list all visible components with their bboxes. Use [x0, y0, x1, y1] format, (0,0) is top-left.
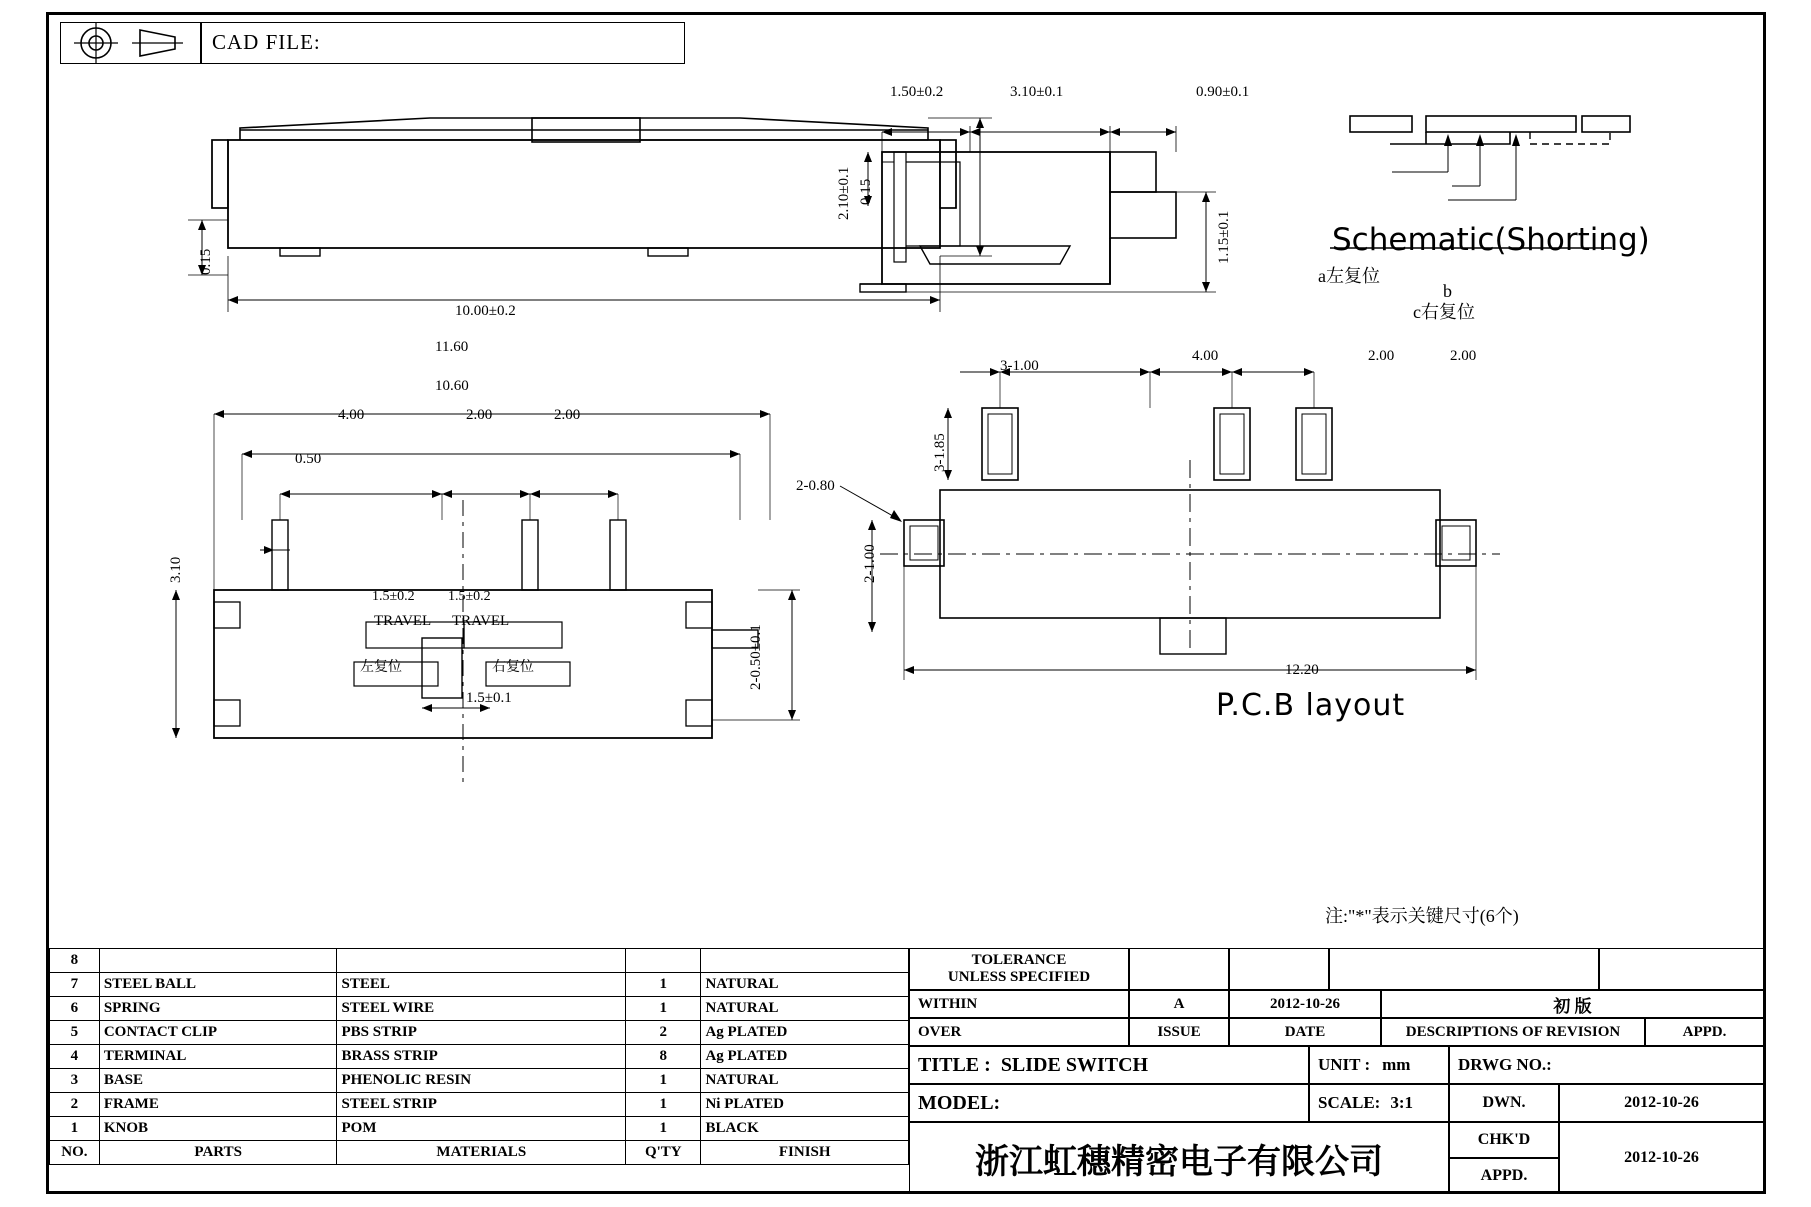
- row-no: 5: [50, 1021, 100, 1045]
- front-dim-height: 2.10±0.1: [836, 166, 852, 220]
- model-cell: [909, 1084, 1309, 1122]
- dwn-label: DWN.: [1482, 1094, 1526, 1111]
- issue-label: ISSUE: [1157, 1023, 1201, 1040]
- row-qty: [626, 949, 701, 973]
- appd-cell: [1449, 1158, 1559, 1194]
- rev-issue-value: [1129, 990, 1229, 1018]
- tolerance-blank-1: [1129, 948, 1229, 990]
- row-finish: Ag PLATED: [701, 1021, 909, 1045]
- row-part: FRAME: [99, 1093, 337, 1117]
- top-dim-right: 2-0.50±0.1: [748, 624, 764, 690]
- table-row: [50, 1093, 909, 1117]
- chkd-date: 2012-10-26: [1624, 1149, 1699, 1166]
- side-dim-a: 1.50±0.2: [890, 84, 944, 100]
- row-qty: 1: [626, 1069, 701, 1093]
- model-label: MODEL:: [918, 1091, 1001, 1114]
- dwn-date: 2012-10-26: [1624, 1094, 1699, 1111]
- rev-description-value: [1381, 990, 1764, 1018]
- company-cell: [909, 1122, 1449, 1194]
- front-dim-width: 10.00±0.2: [455, 303, 516, 319]
- header-qty: Q'TY: [626, 1141, 701, 1165]
- key-dimension-note: 注:"*"表示关键尺寸(6个): [1325, 906, 1519, 926]
- top-travel-right-dim: 1.5±0.2: [448, 589, 491, 604]
- row-part: [99, 949, 337, 973]
- schematic-title: Schematic(Shorting): [1332, 222, 1650, 258]
- unit-value: mm: [1382, 1055, 1411, 1074]
- tolerance-line2: UNLESS SPECIFIED: [947, 969, 1091, 985]
- row-no: 7: [50, 973, 100, 997]
- header-finish: FINISH: [701, 1141, 909, 1165]
- pcb-dim-2b: 2.00: [1450, 348, 1477, 364]
- scale-value: 3:1: [1390, 1093, 1414, 1112]
- title-value: SLIDE SWITCH: [1000, 1053, 1149, 1076]
- revision-header-label: DESCRIPTIONS OF REVISION: [1405, 1023, 1621, 1040]
- pcb-dim-4: 4.00: [1192, 348, 1219, 364]
- schematic-label-a: a左复位: [1318, 266, 1380, 286]
- row-no: 4: [50, 1045, 100, 1069]
- date-header: [1229, 1018, 1381, 1046]
- top-dim-overall: 11.60: [435, 339, 469, 355]
- row-material: STEEL STRIP: [337, 1093, 626, 1117]
- row-part: TERMINAL: [99, 1045, 337, 1069]
- company-name: 浙江虹穗精密电子有限公司: [975, 1143, 1383, 1181]
- row-material: STEEL WIRE: [337, 997, 626, 1021]
- row-part: KNOB: [99, 1117, 337, 1141]
- dwn-cell: [1449, 1084, 1559, 1122]
- tolerance-blank-3: [1329, 948, 1599, 990]
- schematic-drawing: [1330, 100, 1750, 310]
- appd-header-label: APPD.: [1682, 1023, 1727, 1040]
- top-dim-bottom: 1.5±0.1: [466, 690, 512, 706]
- pcb-dim-3-185: 3-1.85: [932, 433, 948, 472]
- top-dim-inner: 10.60: [435, 378, 469, 394]
- row-finish: BLACK: [701, 1117, 909, 1141]
- title-cell: [909, 1046, 1309, 1084]
- row-material: PHENOLIC RESIN: [337, 1069, 626, 1093]
- appd-label: APPD.: [1480, 1167, 1528, 1184]
- table-row: [50, 949, 909, 973]
- over-cell: [909, 1018, 1129, 1046]
- top-travel-left-label: TRAVEL: [374, 613, 432, 629]
- chkd-cell: [1449, 1122, 1559, 1158]
- top-reset-left: 左复位: [360, 660, 402, 675]
- row-qty: 1: [626, 973, 701, 997]
- pcb-title: P.C.B layout: [1216, 688, 1406, 723]
- dwn-date-cell: [1559, 1084, 1764, 1122]
- side-dim-c: 0.90±0.1: [1196, 84, 1250, 100]
- table-row: [50, 1069, 909, 1093]
- title-label: TITLE :: [918, 1053, 991, 1076]
- front-dim-left: 0.15: [198, 248, 214, 275]
- row-no: 1: [50, 1117, 100, 1141]
- row-no: 8: [50, 949, 100, 973]
- row-material: PBS STRIP: [337, 1021, 626, 1045]
- row-qty: 1: [626, 1117, 701, 1141]
- row-no: 6: [50, 997, 100, 1021]
- row-material: [337, 949, 626, 973]
- pcb-dim-2-080: 2-0.80: [796, 478, 835, 494]
- tolerance-header: [909, 948, 1129, 990]
- tolerance-blank-4: [1599, 948, 1764, 990]
- row-part: STEEL BALL: [99, 973, 337, 997]
- tolerance-blank-2: [1229, 948, 1329, 990]
- within-label: WITHIN: [918, 995, 978, 1012]
- top-dim-310: 3.10: [168, 556, 184, 583]
- drwg-no-label: DRWG NO.:: [1458, 1055, 1552, 1074]
- top-dim-050: 0.50: [295, 451, 322, 467]
- side-dim-topleft: 0.15: [858, 178, 874, 205]
- top-dim-4: 4.00: [338, 407, 365, 423]
- row-qty: 1: [626, 1093, 701, 1117]
- table-row: [50, 1021, 909, 1045]
- within-cell: [909, 990, 1129, 1018]
- schematic-label-c: c右复位: [1413, 302, 1475, 322]
- row-no: 2: [50, 1093, 100, 1117]
- chkd-date-cell: [1559, 1122, 1764, 1194]
- top-travel-left-dim: 1.5±0.2: [372, 589, 415, 604]
- row-part: BASE: [99, 1069, 337, 1093]
- appd-header: [1645, 1018, 1764, 1046]
- top-dim-2a: 2.00: [466, 407, 493, 423]
- pcb-dim-3-100: 3-1.00: [1000, 358, 1039, 374]
- side-dim-b: 3.10±0.1: [1010, 84, 1064, 100]
- header-materials: MATERIALS: [337, 1141, 626, 1165]
- table-row: [50, 1117, 909, 1141]
- pcb-dim-2a: 2.00: [1368, 348, 1395, 364]
- row-material: STEEL: [337, 973, 626, 997]
- row-qty: 8: [626, 1045, 701, 1069]
- rev-date-text: 2012-10-26: [1270, 995, 1340, 1012]
- parts-table: [49, 948, 909, 1165]
- row-finish: [701, 949, 909, 973]
- row-finish: Ni PLATED: [701, 1093, 909, 1117]
- scale-cell: [1309, 1084, 1449, 1122]
- scale-label: SCALE:: [1318, 1093, 1381, 1112]
- pcb-dim-1220: 12.20: [1285, 662, 1319, 678]
- over-label: OVER: [918, 1023, 962, 1040]
- issue-header: [1129, 1018, 1229, 1046]
- row-qty: 2: [626, 1021, 701, 1045]
- revision-header: [1381, 1018, 1645, 1046]
- date-label: DATE: [1284, 1023, 1326, 1040]
- rev-issue-text: A: [1173, 995, 1185, 1012]
- pcb-dim-2-100: 2-1.00: [862, 544, 878, 583]
- schematic-label-b: b: [1443, 281, 1452, 301]
- table-row: [50, 997, 909, 1021]
- side-dim-right: 1.15±0.1: [1216, 210, 1232, 264]
- rev-desc-text: 初 版: [1553, 996, 1592, 1016]
- top-dim-2b: 2.00: [554, 407, 581, 423]
- table-header-row: [50, 1141, 909, 1165]
- row-finish: NATURAL: [701, 973, 909, 997]
- row-material: BRASS STRIP: [337, 1045, 626, 1069]
- row-no: 3: [50, 1069, 100, 1093]
- cad-file-label: CAD FILE:: [212, 30, 321, 54]
- row-qty: 1: [626, 997, 701, 1021]
- drwg-no-cell: [1449, 1046, 1764, 1084]
- row-material: POM: [337, 1117, 626, 1141]
- row-part: SPRING: [99, 997, 337, 1021]
- row-finish: NATURAL: [701, 1069, 909, 1093]
- table-row: [50, 973, 909, 997]
- unit-cell: [1309, 1046, 1449, 1084]
- table-row: [50, 1045, 909, 1069]
- row-finish: NATURAL: [701, 997, 909, 1021]
- top-reset-right: 右复位: [492, 660, 534, 675]
- row-part: CONTACT CLIP: [99, 1021, 337, 1045]
- header-parts: PARTS: [99, 1141, 337, 1165]
- tolerance-line1: TOLERANCE: [971, 951, 1067, 968]
- header-no: NO.: [50, 1141, 100, 1165]
- row-finish: Ag PLATED: [701, 1045, 909, 1069]
- chkd-label: CHK'D: [1477, 1131, 1531, 1148]
- unit-label: UNIT :: [1318, 1055, 1371, 1074]
- top-travel-right-label: TRAVEL: [452, 613, 510, 629]
- rev-date-value: [1229, 990, 1381, 1018]
